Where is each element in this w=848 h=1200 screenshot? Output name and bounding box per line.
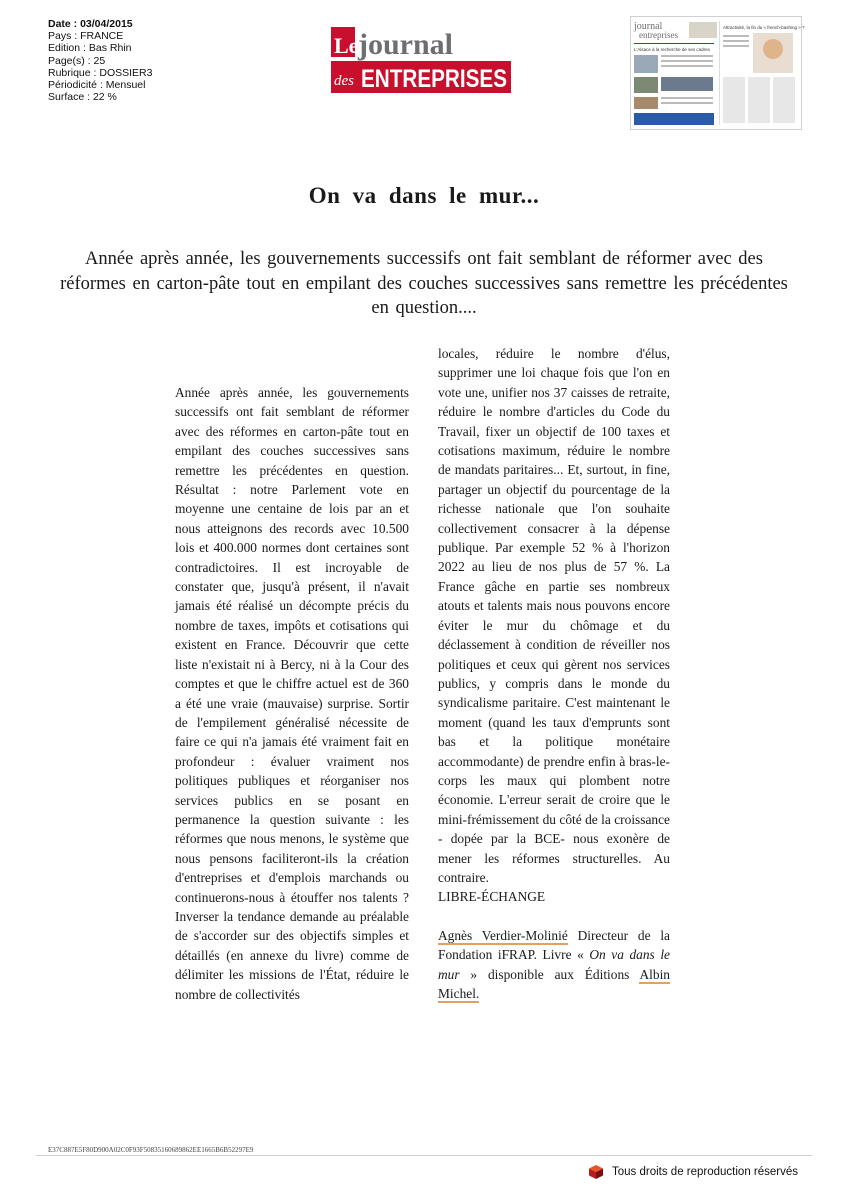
article-paragraph: Année après année, les gouvernements successifs ont fait semblant de réformer avec des réformes en carton-pâte tout en empilant des couches successives sans remettre les précédentes en question. Résultat : notre Parlement vote en moyenne une centaine de lois par an et nous atteignons des records avec 10.500 lois et 400.000 normes dont certaines sont contradictoires. Il est incroyable de constater que, jusqu'à présent, il n'avait jamais été réalisé un décompte précis du nombre de taxes, impôts et cotisations qui existent en France. Découvrir que cette liste n'existait ni à Bercy, ni à la Cour des comptes et que le chiffre actuel est de 360 a été une vraie (mauvaise) surprise. Sortir de l'empilement généralisé nécessite de faire ce qui n'a jamais été vraiment fait en profondeur : évaluer vraiment nos politiques publiques et réorganiser nos services publics en se posant en permanence la question suivante : les réformes que nous menons, le système que nous pensons faciliteront-ils la création d'entreprises et d'emplois marchands ou continuerons-nous à étouffer nos talents ? Inverser la tendance demande au préalable de s'accorder sur des objectifs simples et détaillés (en annexe du livre) comme de délimiter les missions de l'État, réduire le nombre de collectivités bbox=[175, 385, 409, 1002]
logo-entreprises: ENTREPRISES bbox=[361, 65, 507, 93]
logo-le: Le bbox=[334, 33, 359, 58]
author-role: Directeur de la Fondation iFRAP. Livre « bbox=[438, 927, 670, 963]
article-column-2 bbox=[438, 344, 670, 1003]
meta-periodicity: Périodicité : Mensuel bbox=[48, 79, 146, 92]
document-hash: E37C887E5F80D900A02C0F93F5083516068986​2EE1665B6B52297E9 bbox=[48, 1146, 254, 1154]
article-paragraph: locales, réduire le nombre d'élus, supprimer une loi chaque fois que l'on en vote une, unifier nos 37 caisses de retraite, réduire le nombre d'articles du Code du Travail, fixer un objectif de 100 taxes et cotisations maximum, réduire le nombre de mandats paritaires... Et, surtout, in fine, partager un objectif du pourcentage de la richesse nationale que l'on souhaite collectivement consacrer à la dépense publique. Par exemple 52 % à l'horizon 2022 au lieu de nos plus de 57 %. La France gâche en partie ses nombreux atouts et talents mais nous pouvons encore éviter le mur du chômage et du déclassement à condition de réveiller nos politiques et ceux qui gèrent nos services publics, y compris dans le monde du syndicalisme paritaire. C'est maintenant le moment (quand les taux d'emprunts sont bas et la politique monétaire accommodante) de prendre enfin à bras-le-corps les maux qui plombent notre économie. L'erreur serait de croire que le mini-frémissement du côté de la croissance - dopée par la BCE- nous exonère de mener les réformes structurelles. Au contraire. bbox=[438, 346, 670, 885]
copyright-notice bbox=[588, 1164, 798, 1180]
meta-rubrique: Rubrique : DOSSIER3 bbox=[48, 66, 153, 79]
author-name: Agnès Verdier-Molinié bbox=[438, 927, 568, 943]
thumb-headline-left: L'Alsace à la recherche de ses cadres bbox=[634, 47, 710, 52]
page-thumbnail bbox=[630, 16, 805, 130]
thumb-headline-right: Attractivité, la fin du « french-bashing » ? bbox=[723, 25, 805, 30]
meta-surface: Surface : 22 % bbox=[48, 91, 117, 104]
cube-logo-icon bbox=[588, 1164, 604, 1180]
logo-des: des bbox=[334, 73, 354, 89]
book-title: On va dans le mur bbox=[438, 947, 670, 982]
logo-journal: journal bbox=[358, 28, 454, 61]
meta-country: Pays : FRANCE bbox=[48, 30, 124, 43]
meta-date: Date : 03/04/2015 bbox=[48, 18, 133, 30]
book-availability: » disponible aux Éditions bbox=[470, 966, 630, 982]
section-tag: LIBRE-ÉCHANGE bbox=[438, 889, 546, 905]
thumb-masthead-1: journal bbox=[634, 21, 663, 32]
journal-des-entreprises-logo bbox=[331, 27, 511, 93]
meta-edition: Edition : Bas Rhin bbox=[48, 42, 132, 55]
author-signature bbox=[438, 926, 670, 1004]
meta-pages: Page(s) : 25 bbox=[48, 54, 106, 67]
article-column-1 bbox=[175, 383, 409, 1004]
copyright-text: Tous droits de reproduction réservés bbox=[612, 1166, 799, 1178]
footer-divider bbox=[36, 1155, 812, 1156]
article-headline: On va dans le mur... bbox=[308, 183, 540, 208]
article-standfirst: Année après année, les gouvernements successifs ont fait semblant de réformer avec des réformes en carton-pâte tout en empilant des couches successives sans remettre les précédentes en question.... bbox=[60, 249, 788, 318]
thumbnail-image bbox=[631, 17, 805, 129]
press-metadata bbox=[48, 18, 152, 103]
publisher-name: Albin Michel. bbox=[438, 966, 670, 1001]
thumb-masthead-2: entreprises bbox=[639, 30, 678, 40]
